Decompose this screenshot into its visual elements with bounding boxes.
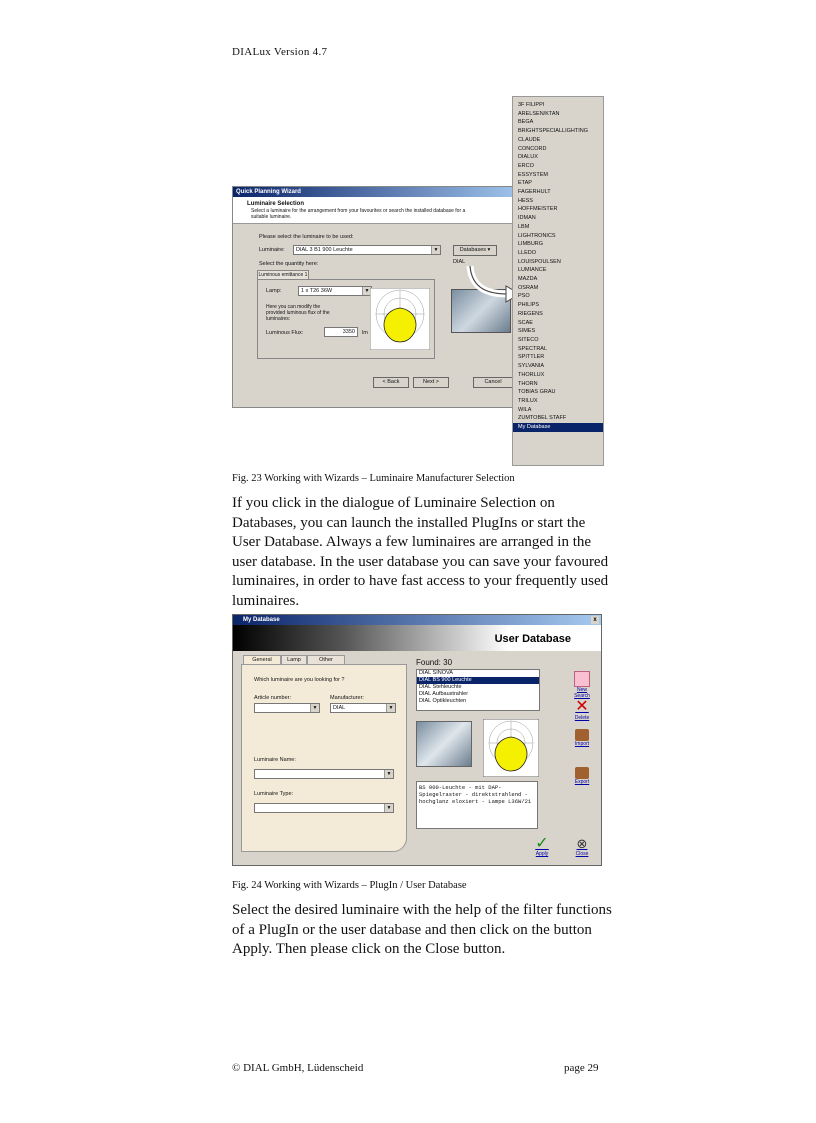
user-database-heading: User Database bbox=[494, 633, 571, 645]
menu-item[interactable]: ETAP bbox=[518, 180, 532, 187]
section-title: Luminaire Selection bbox=[247, 201, 305, 207]
luminaire-select-value: DIAL 3 B1 900 Leuchte bbox=[296, 247, 353, 253]
menu-item[interactable]: LIGHTRONICS bbox=[518, 232, 556, 239]
close-button[interactable]: ⊗ Close bbox=[569, 837, 595, 857]
new-search-button[interactable]: New Search bbox=[569, 671, 595, 699]
wizard-header bbox=[233, 197, 531, 224]
luminaire-type-select[interactable] bbox=[254, 803, 394, 813]
dial-label: DIAL bbox=[453, 259, 466, 265]
polar-diagram-icon bbox=[483, 719, 539, 777]
menu-item[interactable]: ERCO bbox=[518, 162, 534, 169]
menu-item[interactable]: FAGERHULT bbox=[518, 189, 551, 196]
article-number-label: Article number: bbox=[254, 695, 291, 701]
list-item[interactable]: DIAL SINOVA bbox=[419, 670, 453, 676]
new-search-icon bbox=[574, 671, 590, 687]
menu-item[interactable]: THORN bbox=[518, 380, 538, 387]
next-button[interactable]: Next > bbox=[413, 377, 449, 388]
menu-item[interactable]: BRIGHTSPECIALLIGHTING bbox=[518, 128, 588, 135]
wizard-title-bar: Quick Planning Wizard bbox=[233, 187, 531, 197]
delete-button[interactable]: ✕ Delete bbox=[569, 699, 595, 721]
emittance-tab-panel bbox=[257, 279, 435, 359]
menu-item[interactable]: IDMAN bbox=[518, 215, 536, 222]
lamp-select-value: 1 x T26 36W bbox=[301, 288, 333, 294]
chevron-down-icon: ▼ bbox=[310, 704, 319, 712]
window-title-bar bbox=[233, 615, 601, 625]
menu-item[interactable]: LUMIANCE bbox=[518, 267, 547, 274]
footer-page-number: page 29 bbox=[564, 1062, 599, 1074]
menu-item[interactable]: THORLUX bbox=[518, 371, 545, 378]
export-icon bbox=[575, 767, 589, 779]
menu-item[interactable]: RIEGENS bbox=[518, 310, 543, 317]
export-button[interactable]: Export bbox=[569, 767, 595, 785]
menu-item[interactable]: TOBIAS GRAU bbox=[518, 389, 556, 396]
cancel-button[interactable]: Cancel bbox=[473, 377, 513, 388]
luminaire-name-label: Luminaire Name: bbox=[254, 757, 296, 763]
manufacturer-select-value: DIAL bbox=[333, 705, 346, 711]
results-list[interactable] bbox=[416, 669, 540, 711]
apply-button[interactable]: ✓ Apply bbox=[529, 837, 555, 857]
menu-item[interactable]: ZUMTOBEL STAFF bbox=[518, 415, 567, 422]
menu-item[interactable]: CONCORD bbox=[518, 145, 547, 152]
menu-item[interactable]: LBM bbox=[518, 223, 530, 230]
paragraph-2: Select the desired luminaire with the help of the filter functions of a PlugIn or the user database and then click on the button Apply. Then please click on the Close button. bbox=[232, 902, 612, 957]
paragraph-1: If you click in the dialogue of Luminaire Selection on Databases, you can launch the installed PlugIns or start the User Database. Always a few luminaires are arranged in the user database. In the user database you can save your favoured luminaires, in order to have fast access to your frequently used luminaires. bbox=[232, 495, 609, 609]
menu-item[interactable]: DIALUX bbox=[518, 154, 538, 161]
figure-23-caption: Fig. 23 Working with Wizards – Luminaire Manufacturer Selection bbox=[232, 473, 515, 484]
list-item[interactable]: DIAL Stehleuchte bbox=[419, 684, 462, 690]
luminaire-name-select[interactable] bbox=[254, 769, 394, 779]
import-icon bbox=[575, 729, 589, 741]
checkmark-icon: ✓ bbox=[535, 835, 549, 852]
menu-item[interactable]: ARELSEN/KTAN bbox=[518, 110, 560, 117]
tab-luminous-emittance[interactable]: Luminous emittance 1 bbox=[258, 272, 308, 278]
page-header: DIALux Version 4.7 bbox=[232, 46, 328, 58]
menu-item[interactable]: LOUISPOULSEN bbox=[518, 258, 561, 265]
menu-item[interactable]: 3F FILIPPI bbox=[518, 102, 545, 108]
filter-panel bbox=[241, 664, 407, 852]
menu-item[interactable]: SIMES bbox=[518, 328, 536, 335]
chevron-down-icon: ▼ bbox=[384, 804, 393, 812]
close-circle-icon: ⊗ bbox=[576, 836, 588, 851]
list-item[interactable]: DIAL Optikleuchten bbox=[419, 698, 467, 704]
menu-item[interactable]: TRILUX bbox=[518, 397, 538, 404]
user-database-window bbox=[232, 614, 602, 866]
menu-item[interactable]: CLAUDE bbox=[518, 136, 541, 143]
lamp-select[interactable] bbox=[298, 286, 372, 296]
section-description: Select a luminaire for the arrangement from your favourites or search the installed database for a suitable luminaire. bbox=[251, 208, 466, 220]
chevron-down-icon: ▼ bbox=[386, 704, 395, 712]
chevron-down-icon: ▼ bbox=[431, 246, 440, 254]
chevron-down-icon: ▼ bbox=[362, 287, 371, 295]
manufacturer-label: Manufacturer: bbox=[330, 695, 364, 701]
close-icon[interactable]: x bbox=[591, 616, 599, 624]
flux-label: Luminous Flux: bbox=[266, 330, 304, 336]
luminaire-photo bbox=[416, 721, 472, 767]
flux-unit: lm bbox=[362, 330, 368, 336]
menu-item[interactable]: HESS bbox=[518, 197, 533, 204]
databases-button[interactable]: Databases ▾ bbox=[453, 245, 497, 256]
tab-other[interactable]: Other bbox=[307, 655, 345, 665]
flux-input[interactable]: 3350 bbox=[324, 327, 358, 337]
luminaire-select[interactable] bbox=[293, 245, 441, 255]
menu-item[interactable]: SCAE bbox=[518, 319, 533, 326]
menu-item[interactable]: HOFFMEISTER bbox=[518, 206, 558, 213]
chevron-down-icon: ▼ bbox=[384, 770, 393, 778]
menu-item[interactable]: SPECTRAL bbox=[518, 345, 548, 352]
import-button[interactable]: Import bbox=[569, 729, 595, 747]
menu-item[interactable]: SITECO bbox=[518, 336, 539, 343]
menu-item[interactable]: PSO bbox=[518, 293, 530, 300]
menu-item[interactable]: PHILIPS bbox=[518, 302, 540, 309]
menu-item[interactable]: BEGA bbox=[518, 119, 534, 126]
menu-item[interactable]: OSRAM bbox=[518, 284, 539, 291]
menu-item[interactable]: SPITTLER bbox=[518, 354, 545, 361]
luminaire-type-label: Luminaire Type: bbox=[254, 791, 294, 797]
luminaire-label: Luminaire: bbox=[259, 247, 285, 253]
found-count: Found: 30 bbox=[416, 658, 453, 667]
menu-item[interactable]: My Database bbox=[513, 423, 603, 432]
delete-icon: ✕ bbox=[575, 698, 589, 715]
list-item[interactable]: DIAL Aufbaustrahler bbox=[419, 691, 469, 697]
prompt-label: Please select the luminaire to be used: bbox=[259, 234, 354, 240]
modify-hint: Here you can modify the provided luminous flux of the luminaires: bbox=[266, 304, 330, 322]
manufacturer-select[interactable] bbox=[330, 703, 396, 713]
heading-band bbox=[233, 625, 601, 651]
search-question: Which luminaire are you looking for ? bbox=[254, 677, 345, 683]
window-title: My Database bbox=[243, 617, 280, 623]
menu-item[interactable]: LIMBURG bbox=[518, 241, 544, 248]
manufacturer-menu bbox=[512, 96, 604, 466]
tab-lamp[interactable]: Lamp bbox=[281, 655, 307, 665]
luminaire-description: BS 900-Leuchte - mit DAP-Spiegelraster - direktstrahlend - hochglanz eloxiert - Lampe L36W/21 bbox=[416, 781, 538, 829]
lamp-label: Lamp: bbox=[266, 288, 282, 294]
tab-general[interactable]: General bbox=[243, 655, 281, 665]
polar-diagram-icon bbox=[370, 288, 430, 350]
menu-item[interactable]: MAZDA bbox=[518, 276, 538, 283]
list-item[interactable]: DIAL BS 900 Leuchte bbox=[417, 677, 539, 684]
article-number-select[interactable] bbox=[254, 703, 320, 713]
figure-24-caption: Fig. 24 Working with Wizards – PlugIn / User Database bbox=[232, 880, 467, 891]
footer-copyright: © DIAL GmbH, Lüdenscheid bbox=[232, 1062, 364, 1074]
menu-item[interactable]: ESSYSTEM bbox=[518, 171, 548, 178]
quantity-label: Select the quantity here: bbox=[259, 261, 319, 267]
figure-wizard-manufacturer bbox=[232, 96, 604, 466]
back-button[interactable]: < Back bbox=[373, 377, 409, 388]
menu-item[interactable]: WILA bbox=[518, 406, 532, 413]
menu-item[interactable]: LLEDO bbox=[518, 249, 537, 256]
menu-item[interactable]: SYLVANIA bbox=[518, 363, 545, 370]
